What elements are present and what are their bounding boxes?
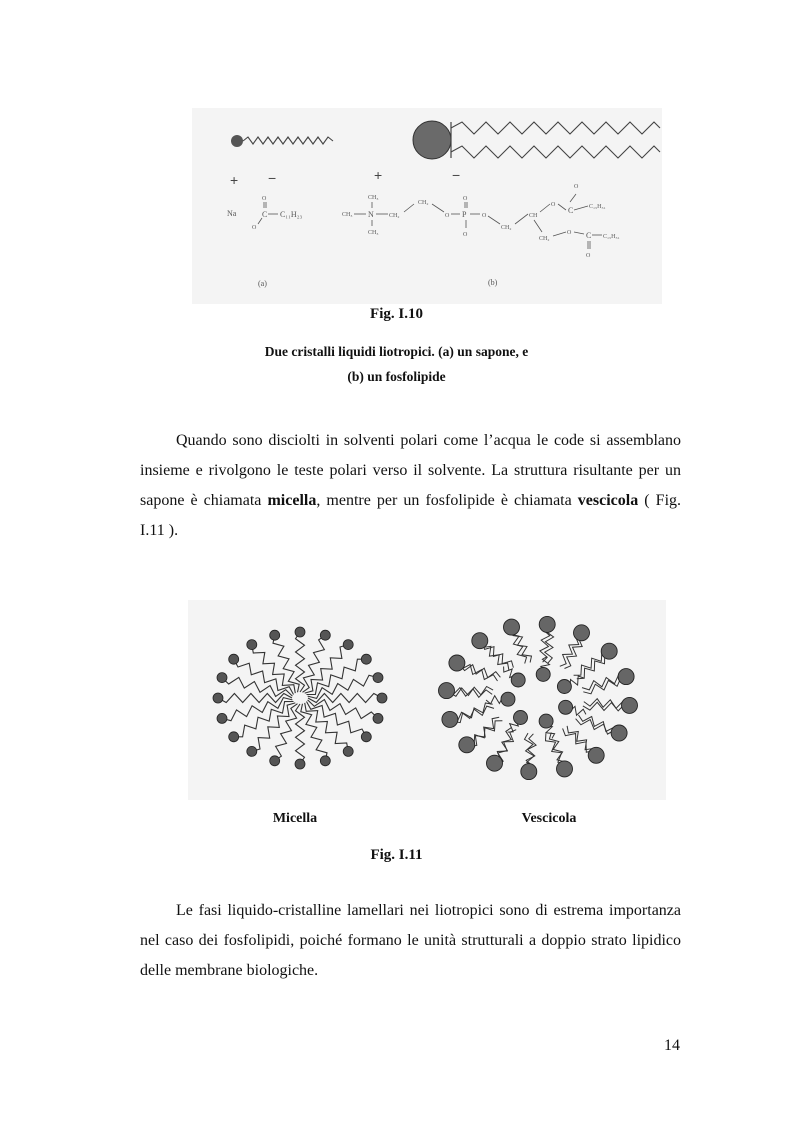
micelle-tail xyxy=(308,700,378,719)
soap-formula xyxy=(227,196,302,231)
page-number: 14 xyxy=(664,1037,680,1054)
term-micella: micella xyxy=(267,492,317,509)
micelle-head-icon xyxy=(373,713,383,723)
charge-plus-a: + xyxy=(230,172,239,188)
vesicle-inner-head-icon xyxy=(557,680,571,694)
svg-text:CH₂: CH₂ xyxy=(501,225,512,231)
vesicle-outer-head-icon xyxy=(622,697,638,713)
micelle-tail xyxy=(218,694,292,703)
svg-text:C₁₅H₃₁: C₁₅H₃₁ xyxy=(603,234,620,240)
vesicle-outer-head-icon xyxy=(601,643,617,659)
paragraph-micella-vescicola: Quando sono disciolti in solventi polari come l’acqua le code si assemblano insieme e rivolgono le teste polari verso il solvente. La struttura risultante per un sapone è chiamata micella, mentre per un fosfolipide è chiamata vescicola ( Fig. I.11 ). xyxy=(140,432,682,539)
vesicle-inner-head-icon xyxy=(539,714,553,728)
micelle-head-icon xyxy=(320,756,330,766)
vesicle-outer-head-icon xyxy=(459,737,475,753)
svg-text:C: C xyxy=(568,206,574,215)
svg-text:N: N xyxy=(368,210,374,219)
svg-text:O: O xyxy=(567,230,572,236)
micelle-head-icon xyxy=(229,654,239,664)
svg-text:CH: CH xyxy=(529,213,538,219)
micelle-head-icon xyxy=(343,746,353,756)
svg-text:O: O xyxy=(252,225,257,231)
vesicle-outer-head-icon xyxy=(442,711,458,727)
micelle-tail xyxy=(234,659,294,694)
svg-text:CH₂: CH₂ xyxy=(389,213,400,219)
vesicle-inner-head-icon xyxy=(501,692,515,706)
figure-i11-diagram xyxy=(188,600,666,800)
figure-i11-panel xyxy=(188,600,666,800)
figure-i11-label-micella: Micella xyxy=(272,811,318,826)
svg-text:O: O xyxy=(463,196,468,202)
micelle-head-icon xyxy=(377,693,387,703)
panel-b-label: (b) xyxy=(488,278,498,287)
micelle-tail xyxy=(305,703,349,752)
micelle-tail xyxy=(307,659,367,694)
svg-text:CH₃: CH₃ xyxy=(368,230,379,236)
vesicle-outer-head-icon xyxy=(539,616,555,632)
svg-text:O: O xyxy=(445,213,450,219)
micelle-head-icon xyxy=(247,640,257,650)
vesicle-outer-head-icon xyxy=(611,725,627,741)
vesicle-outer-head-icon xyxy=(574,625,590,641)
micelle-tail xyxy=(222,677,292,696)
micelle-head-icon xyxy=(343,640,353,650)
vesicle-inner-head-icon xyxy=(514,711,528,725)
svg-text:Na: Na xyxy=(227,209,237,218)
micelle-tail xyxy=(296,632,305,692)
vesicle-outer-head-icon xyxy=(504,619,520,635)
micelle-tail xyxy=(234,702,294,737)
figure-i10-panel xyxy=(192,108,662,304)
svg-text:CH₃: CH₃ xyxy=(342,212,353,218)
charge-minus-a: − xyxy=(268,170,277,186)
panel-a-label: (a) xyxy=(258,279,267,288)
figure-i10-caption-line2: (b) un fosfolipide xyxy=(347,369,446,384)
phospholipid-formula xyxy=(342,184,620,259)
svg-text:O: O xyxy=(586,253,591,259)
micelle-head-icon xyxy=(217,713,227,723)
vesicle-structure xyxy=(439,616,638,779)
svg-text:C: C xyxy=(262,210,268,219)
micelle-head-icon xyxy=(295,759,305,769)
micelle-structure xyxy=(213,627,387,769)
soap-tail-chain xyxy=(243,137,333,144)
svg-text:C₁₅H₃₁: C₁₅H₃₁ xyxy=(589,204,606,210)
vesicle-outer-head-icon xyxy=(618,669,634,685)
svg-text:O: O xyxy=(262,196,267,202)
micelle-head-icon xyxy=(229,732,239,742)
figure-i10-caption-title: Fig. I.10 xyxy=(370,306,423,322)
phospholipid-tail-upper xyxy=(451,122,660,134)
term-vescicola: vescicola xyxy=(577,492,639,509)
micelle-head-icon xyxy=(213,693,223,703)
vesicle-outer-head-icon xyxy=(557,761,573,777)
charge-plus-b: + xyxy=(374,167,383,183)
vesicle-outer-head-icon xyxy=(487,755,503,771)
vesicle-outer-head-icon xyxy=(588,747,604,763)
micelle-head-icon xyxy=(361,654,371,664)
vesicle-inner-head-icon xyxy=(511,673,525,687)
charge-minus-b: − xyxy=(452,167,461,183)
micelle-head-icon xyxy=(320,630,330,640)
micelle-head-icon xyxy=(270,630,280,640)
micelle-head-icon xyxy=(217,673,227,683)
micelle-head-icon xyxy=(373,673,383,683)
figure-i10-caption-line1: Due cristalli liquidi liotropici. (a) un sapone, e xyxy=(264,344,529,359)
svg-text:C: C xyxy=(586,231,592,240)
vesicle-outer-head-icon xyxy=(449,655,465,671)
vesicle-inner-head-icon xyxy=(559,700,573,714)
svg-text:O: O xyxy=(551,202,556,208)
svg-text:C₁₁H₂₃: C₁₁H₂₃ xyxy=(280,210,303,219)
micelle-tail xyxy=(308,694,382,703)
phospholipid-head-icon xyxy=(413,121,451,159)
paragraph-lamellari: Le fasi liquido-cristalline lamellari nei liotropici sono di estrema importanza nel caso dei fosfolipidi, poiché formano le unità strutturali a doppio strato lipidico delle membrane biologiche. xyxy=(140,902,681,979)
svg-text:O: O xyxy=(482,213,487,219)
micelle-tail xyxy=(307,702,367,737)
micelle-tail xyxy=(296,704,305,764)
vesicle-inner-head-icon xyxy=(536,667,550,681)
figure-i11-caption-title: Fig. I.11 xyxy=(370,847,423,863)
vesicle-outer-head-icon xyxy=(521,764,537,780)
phospholipid-tail-lower xyxy=(451,146,660,158)
svg-text:CH₃: CH₃ xyxy=(368,195,379,201)
figure-i10-diagram xyxy=(192,108,662,304)
micelle-head-icon xyxy=(247,746,257,756)
micelle-tail xyxy=(252,645,295,694)
micelle-head-icon xyxy=(361,732,371,742)
micelle-head-icon xyxy=(270,756,280,766)
vesicle-outer-head-icon xyxy=(439,683,455,699)
svg-text:P: P xyxy=(462,210,467,219)
soap-head-icon xyxy=(231,135,243,147)
vesicle-outer-head-icon xyxy=(472,633,488,649)
svg-text:CH₂: CH₂ xyxy=(418,200,429,206)
micelle-head-icon xyxy=(295,627,305,637)
svg-text:O: O xyxy=(463,232,468,238)
svg-text:O: O xyxy=(574,184,579,190)
figure-i11-label-vescicola: Vescicola xyxy=(521,811,577,826)
svg-text:CH₂: CH₂ xyxy=(539,236,550,242)
